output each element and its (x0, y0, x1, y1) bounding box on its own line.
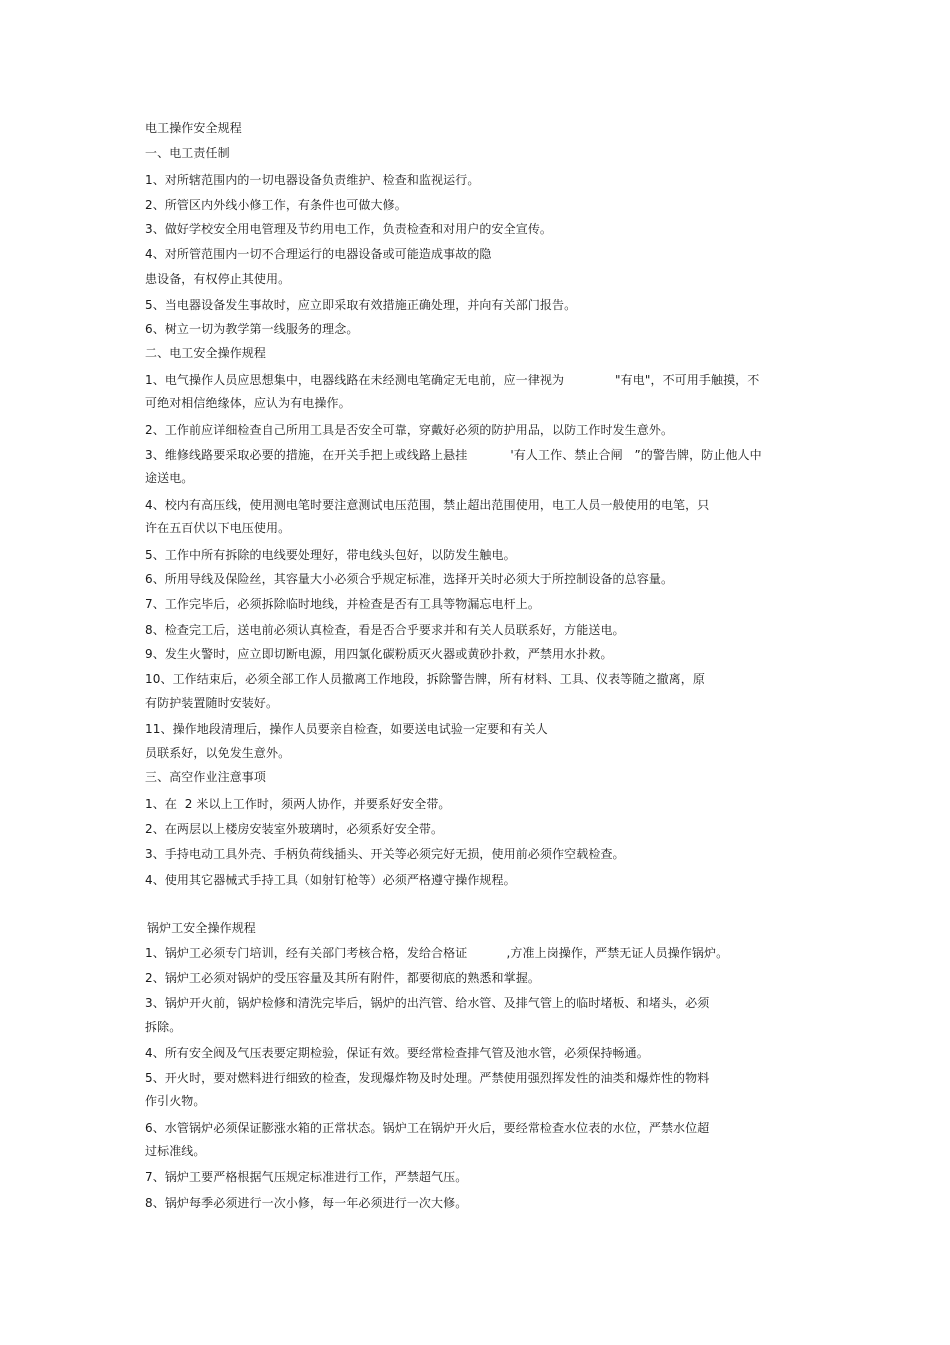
paragraph-line: 5、开火时，要对燃料进行细致的检查，发现爆炸物及时处理。严禁使用强烈挥发性的油类和爆炸性的物料 (145, 1071, 710, 1085)
paragraph-line: 途送电。 (145, 471, 194, 485)
paragraph-line: 11、操作地段清理后，操作人员要亲自检查，如要送电试验一定要和有关人 (145, 722, 548, 736)
section-heading-3: 三、高空作业注意事项 (145, 770, 267, 784)
paragraph-line: 7、锅炉工要严格根据气压规定标准进行工作，严禁超气压。 (145, 1170, 468, 1184)
paragraph-line: 6、所用导线及保险丝，其容量大小必须合乎规定标准，选择开关时必须大于所控制设备的总容量。 (145, 572, 674, 586)
paragraph-line: 5、当电器设备发生事故时，应立即采取有效措施正确处理，并向有关部门报告。 (145, 298, 577, 312)
paragraph-line: 1、锅炉工必须专门培训，经有关部门考核合格，发给合格证 ,方准上岗操作，严禁无证人员操作锅炉。 (145, 946, 729, 960)
section-heading-2: 二、电工安全操作规程 (145, 346, 267, 360)
paragraph-line: 3、做好学校安全用电管理及节约用电工作，负责检查和对用户的安全宣传。 (145, 222, 553, 236)
paragraph-line: 4、校内有高压线，使用测电笔时要注意测试电压范围，禁止超出范围使用，电工人员一般使用的电笔，只 (145, 498, 710, 512)
paragraph-line: 可绝对相信绝缘体，应认为有电操作。 (145, 396, 351, 410)
paragraph-line: 6、水管锅炉必须保证膨涨水箱的正常状态。锅炉工在锅炉开火后，要经常检查水位表的水位，严禁水位超 (145, 1121, 710, 1135)
paragraph-line: 1、在 2 米以上工作时，须两人协作，并要系好安全带。 (145, 797, 451, 811)
doc-title-boiler: 锅炉工安全操作规程 (147, 921, 256, 935)
paragraph-line: 8、检查完工后，送电前必须认真检查，看是否合乎要求并和有关人员联系好，方能送电。 (145, 623, 625, 637)
section-heading-1: 一、电工责任制 (145, 146, 230, 160)
paragraph-line: 2、在两层以上楼房安装室外玻璃时，必须系好安全带。 (145, 822, 444, 836)
paragraph-line: 7、工作完毕后，必须拆除临时地线，并检查是否有工具等物漏忘电杆上。 (145, 597, 540, 611)
paragraph-line: 8、锅炉每季必须进行一次小修，每一年必须进行一次大修。 (145, 1196, 468, 1210)
paragraph-line: 许在五百伏以下电压使用。 (145, 521, 291, 535)
paragraph-line: 有防护装置随时安装好。 (145, 696, 279, 710)
paragraph-line: 2、工作前应详细检查自己所用工具是否安全可靠，穿戴好必须的防护用品，以防工作时发生意外。 (145, 423, 674, 437)
paragraph-line: 过标准线。 (145, 1144, 206, 1158)
paragraph-line: 3、维修线路要采取必要的措施，在开关手把上或线路上悬挂 '有人工作、禁止合闸 ”的警告牌，防止他人中 (145, 448, 762, 462)
paragraph-line: 拆除。 (145, 1020, 182, 1034)
paragraph-line: 3、手持电动工具外壳、手柄负荷线插头、开关等必须完好无损，使用前必须作空载检查。 (145, 847, 625, 861)
paragraph-line: 4、对所管范围内一切不合理运行的电器设备或可能造成事故的隐 (145, 247, 492, 261)
paragraph-line: 10、工作结束后，必须全部工作人员撤离工作地段，拆除警告牌，所有材料、工具、仪表等随之撤离，原 (145, 672, 705, 686)
paragraph-line: 2、所管区内外线小修工作，有条件也可做大修。 (145, 198, 407, 212)
paragraph-line: 员联系好，以免发生意外。 (145, 746, 291, 760)
paragraph-line: 作引火物。 (145, 1094, 206, 1108)
paragraph-line: 患设备，有权停止其使用。 (145, 272, 291, 286)
paragraph-line: 5、工作中所有拆除的电线要处理好，带电线头包好，以防发生触电。 (145, 548, 516, 562)
paragraph-line: 2、锅炉工必须对锅炉的受压容量及其所有附件，都要彻底的熟悉和掌握。 (145, 971, 540, 985)
paragraph-line: 4、所有安全阀及气压表要定期检验，保证有效。要经常检查排气管及池水管，必须保持畅通。 (145, 1046, 649, 1060)
doc-title-electrician: 电工操作安全规程 (145, 121, 242, 135)
paragraph-line: 9、发生火警时，应立即切断电源，用四氯化碳粉质灭火器或黄砂扑救，严禁用水扑救。 (145, 647, 613, 661)
paragraph-line: 1、电气操作人员应思想集中，电器线路在未经测电笔确定无电前，应一律视为 "有电"，不可用手触摸，不 (145, 373, 760, 387)
paragraph-line: 6、树立一切为教学第一线服务的理念。 (145, 322, 359, 336)
paragraph-line: 3、锅炉开火前，锅炉检修和清洗完毕后，锅炉的出汽管、给水管、及排气管上的临时堵板、和堵头，必须 (145, 996, 710, 1010)
paragraph-line: 1、对所辖范围内的一切电器设备负责维护、检查和监视运行。 (145, 173, 480, 187)
paragraph-line: 4、使用其它器械式手持工具（如射钉枪等）必须严格遵守操作规程。 (145, 873, 516, 887)
